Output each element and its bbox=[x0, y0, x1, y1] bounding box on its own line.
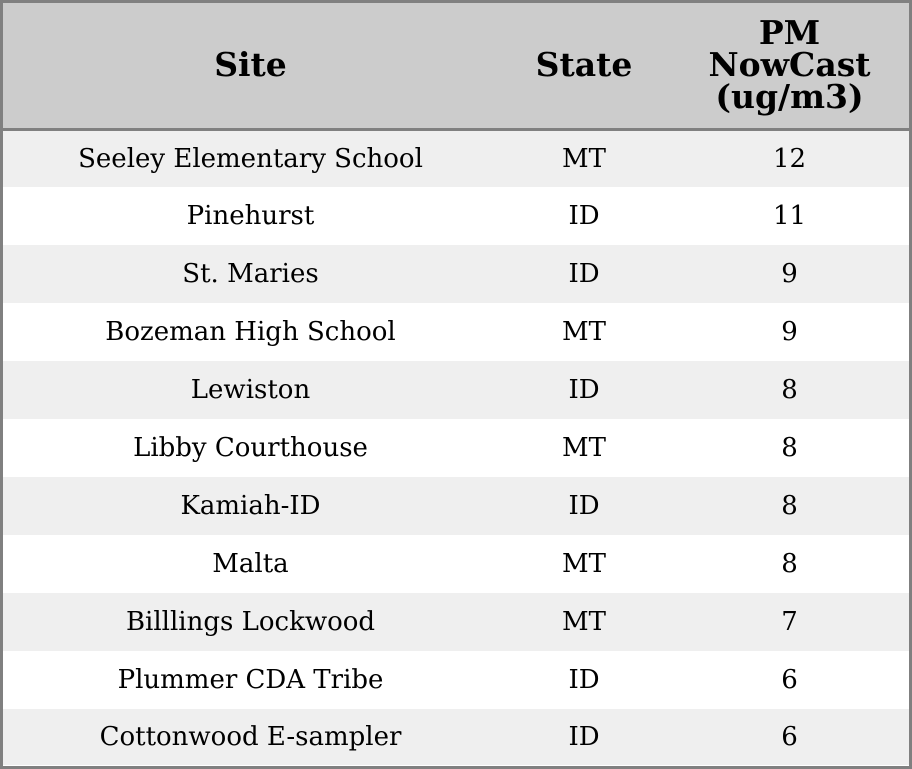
header-pm-nowcast bbox=[670, 3, 909, 129]
header-site-line: Site bbox=[214, 45, 287, 85]
cell-site: Libby Courthouse bbox=[133, 433, 368, 463]
cell-pm-value: 8 bbox=[781, 375, 798, 405]
cell-state: ID bbox=[568, 722, 600, 752]
header-row bbox=[3, 3, 909, 129]
cell-state: MT bbox=[562, 143, 606, 174]
header-state bbox=[498, 3, 670, 129]
cell-pm-value: 8 bbox=[781, 549, 798, 579]
table-row bbox=[3, 361, 909, 419]
table-body bbox=[3, 129, 909, 765]
cell-site: Billlings Lockwood bbox=[125, 607, 376, 637]
header-site bbox=[3, 3, 498, 129]
cell-pm-value: 6 bbox=[781, 722, 798, 752]
cell-site: Lewiston bbox=[190, 375, 311, 405]
cell-pm-value: 8 bbox=[781, 433, 798, 463]
table-row bbox=[3, 303, 909, 361]
cell-state: ID bbox=[568, 201, 600, 231]
cell-state: MT bbox=[562, 549, 606, 579]
cell-pm-value: 8 bbox=[781, 491, 798, 521]
table-row bbox=[3, 419, 909, 477]
cell-site: Malta bbox=[212, 549, 289, 579]
header-pm-line-2: NowCast bbox=[708, 45, 871, 85]
cell-state: MT bbox=[562, 317, 606, 347]
cell-site: St. Maries bbox=[182, 259, 319, 289]
table-row bbox=[3, 477, 909, 535]
cell-site: Kamiah-ID bbox=[180, 491, 321, 521]
table-row bbox=[3, 245, 909, 303]
cell-state: MT bbox=[562, 607, 606, 637]
data-table bbox=[3, 3, 909, 765]
cell-site: Bozeman High School bbox=[105, 317, 396, 347]
table-row bbox=[3, 709, 909, 765]
header-state-line: State bbox=[535, 45, 633, 85]
cell-pm-value: 7 bbox=[781, 607, 798, 637]
table-row bbox=[3, 187, 909, 245]
table-row bbox=[3, 593, 909, 651]
table-row bbox=[3, 651, 909, 709]
cell-state: ID bbox=[568, 491, 600, 521]
cell-pm-value: 9 bbox=[781, 259, 798, 289]
cell-site: Seeley Elementary School bbox=[78, 143, 423, 174]
cell-state: ID bbox=[568, 259, 600, 289]
header-pm-line-1: PM bbox=[758, 13, 821, 53]
table-row bbox=[3, 535, 909, 593]
cell-pm-value: 9 bbox=[781, 317, 798, 347]
cell-site: Plummer CDA Tribe bbox=[117, 665, 384, 695]
cell-pm-value: 6 bbox=[781, 665, 798, 695]
table-row bbox=[3, 129, 909, 187]
cell-state: ID bbox=[568, 665, 600, 695]
cell-site: Pinehurst bbox=[186, 201, 315, 231]
cell-state: MT bbox=[562, 433, 606, 463]
table-header bbox=[3, 3, 909, 129]
cell-pm-value: 11 bbox=[772, 201, 807, 231]
cell-state: ID bbox=[568, 375, 600, 405]
cell-site: Cottonwood E-sampler bbox=[99, 722, 402, 752]
cell-pm-value: 12 bbox=[772, 143, 807, 174]
header-pm-line-3: (ug/m3) bbox=[715, 77, 864, 117]
